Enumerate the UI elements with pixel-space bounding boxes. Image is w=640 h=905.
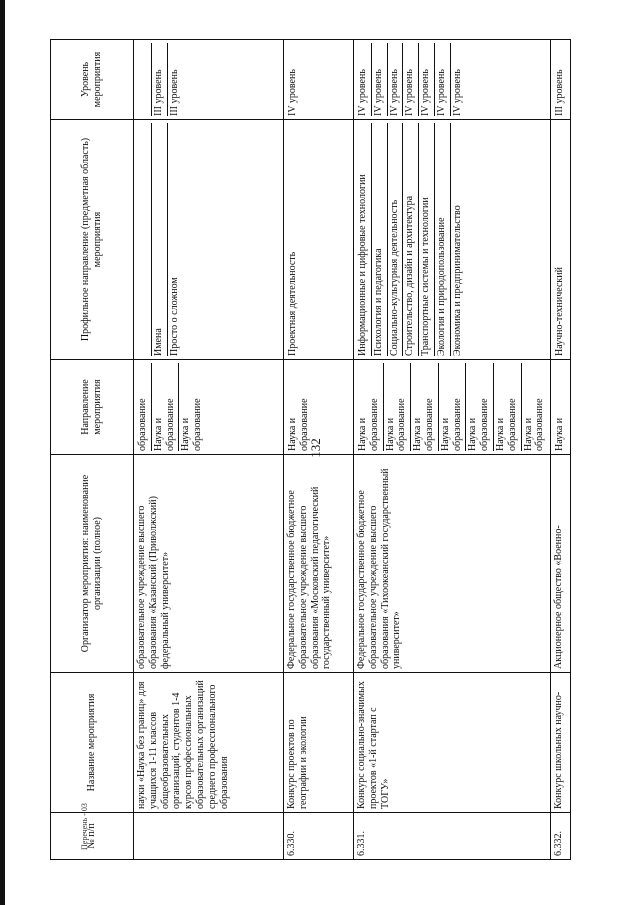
direction-entry: Наука и образование <box>180 398 204 451</box>
cell-level <box>551 40 571 120</box>
table-row <box>134 40 284 860</box>
cell-name: науки «Наука без границ» для учащихся 1-11 классов общеобразовательных организаций, студентов 1-4 курсов профессиональных образовательных организаций среднего профессионального образования <box>134 673 284 813</box>
rotated-table-container <box>50 40 585 860</box>
direction-entry: Наука и образование <box>356 363 384 451</box>
profile-entry: Научно-технический <box>554 267 566 356</box>
level-entry: III уровень <box>554 69 566 116</box>
profile-entry: Информационные и цифровые технологии <box>356 123 372 356</box>
direction-entry: Наука и образование <box>384 363 412 451</box>
level-entry: IV уровень <box>451 69 463 116</box>
profile-entry: Транспортные системы и технологии <box>419 123 435 356</box>
level-entry: IV уровень <box>372 43 388 116</box>
direction-entry: Наука и образование <box>494 363 522 451</box>
level-entry: IV уровень <box>403 43 419 116</box>
cell-direction <box>284 360 354 455</box>
profile-entry: Экономика и предпринимательство <box>451 205 463 356</box>
profile-entry: Просто о сложном <box>168 277 180 356</box>
cell-profile <box>354 120 551 360</box>
cell-direction <box>354 360 551 455</box>
level-entry: IV уровень <box>419 43 435 116</box>
table-row <box>284 40 354 860</box>
cell-direction <box>551 360 571 455</box>
table-row <box>354 40 551 860</box>
header-profile: Профильное направление (предметная область) мероприятия <box>51 120 134 360</box>
profile-entry: Социально-культурная деятельность <box>388 123 404 356</box>
direction-entry: Наука и <box>554 417 566 451</box>
direction-entry: Наука и образование <box>411 363 439 451</box>
cell-num: 6.330. <box>284 813 354 860</box>
level-entry: IV уровень <box>388 43 404 116</box>
direction-entry: Наука и образование <box>439 363 467 451</box>
level-entry: III уровень <box>168 69 180 116</box>
page-number: 132 <box>307 438 323 458</box>
header-name: Название мероприятия <box>51 673 134 813</box>
level-entry: IV уровень <box>356 43 372 116</box>
cell-organizer: Федеральное государственное бюджетное образовательное учреждение высшего образования «Московский педагогический государственный университет» <box>284 455 354 673</box>
profile-entry: Имена <box>152 123 168 356</box>
cell-organizer: Акционерное общество «Военно- <box>551 455 571 673</box>
table-row <box>551 40 571 860</box>
level-entry: IV уровень <box>435 43 451 116</box>
header-direction: Направление мероприятия <box>51 360 134 455</box>
events-table <box>50 39 571 860</box>
direction-entry: Наука и образование <box>466 363 494 451</box>
profile-entry: Экология и природопользование <box>435 123 451 356</box>
direction-entry: Наука и образование <box>522 398 546 451</box>
cell-num: 6.331. <box>354 813 551 860</box>
profile-entry: Проектная деятельность <box>287 251 298 356</box>
cell-name: Конкурс проектов по географии и экологии <box>284 673 354 813</box>
level-entry: III уровень <box>152 43 168 116</box>
direction-entry: Наука и образование <box>287 398 310 451</box>
cell-profile <box>284 120 354 360</box>
cell-level <box>134 40 284 120</box>
profile-entry: Строительство, дизайн и архитектура <box>403 123 419 356</box>
table-body <box>134 40 571 860</box>
level-entry <box>136 43 152 116</box>
cell-num: 6.332. <box>551 813 571 860</box>
cell-organizer: образовательное учреждение высшего образования «Казанский (Приволжский) федеральный университет» <box>134 455 284 673</box>
cell-name: Конкурс школьных научно- <box>551 673 571 813</box>
cell-direction <box>134 360 284 455</box>
table-header-row <box>51 40 134 860</box>
cell-level <box>284 40 354 120</box>
profile-entry <box>136 123 152 356</box>
header-organizer: Организатор мероприятия: наименование организации (полное) <box>51 455 134 673</box>
header-level: Уровень мероприятия <box>51 40 134 120</box>
cell-name: Конкурс социально-значимых проектов «1-й стартап с ТОГУ» <box>354 673 551 813</box>
cell-organizer: Федеральное государственное бюджетное образовательное учреждение высшего образования «Тихоокеанский государственный университет» <box>354 455 551 673</box>
cell-profile <box>551 120 571 360</box>
cell-num <box>134 813 284 860</box>
direction-entry: Наука и образование <box>152 363 180 451</box>
cell-level <box>354 40 551 120</box>
direction-entry: образование <box>136 363 152 451</box>
profile-entry: Психология и педагогика <box>372 123 388 356</box>
cell-profile <box>134 120 284 360</box>
level-entry: IV уровень <box>287 69 298 116</box>
header-num: № п/п <box>51 813 134 860</box>
footer-code: Перечень - 03 <box>80 803 89 850</box>
